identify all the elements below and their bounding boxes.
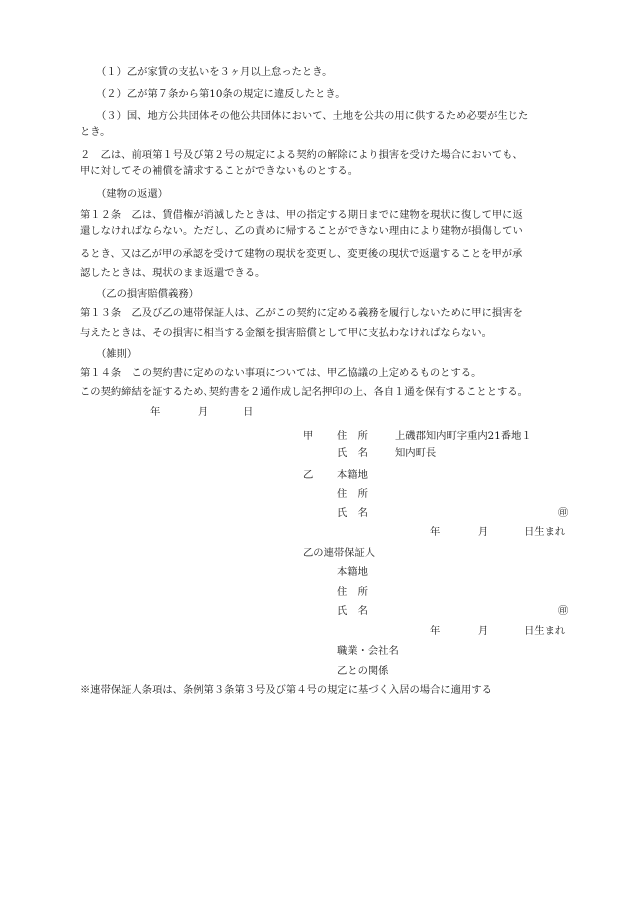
party-b-seal-mark: ㊞: [558, 507, 569, 519]
guarantor-address-label: 住 所: [337, 586, 368, 598]
clause-item-3-line2: とき。: [80, 126, 111, 138]
article-13-line1: 第１３条 乙及び乙の連帯保証人は、乙がこの契約に定める義務を履行しないために甲に損害を: [80, 307, 523, 319]
party-b-domicile-label: 本籍地: [337, 469, 368, 481]
party-a-name-label: 氏 名: [337, 447, 368, 459]
paragraph-2-line1: ２ 乙は、前項第１号及び第２号の規定による契約の解除により損害を受けた場合においても、: [80, 149, 523, 161]
clause-item-3-line1: （３）国、地方公共団体その他公共団体において、土地を公共の用に供するため必要が生じた: [96, 110, 529, 122]
article-13-line2: 与えたときは、その損害に相当する金額を損害賠償として甲に支払わなければならない。: [80, 327, 492, 339]
article-12-line4: 認したときは、現状のまま返還できる。: [80, 267, 266, 279]
party-a-address-label: 住 所: [337, 430, 368, 442]
party-b-label: 乙: [303, 469, 314, 481]
date-day: 日: [243, 406, 254, 418]
party-b-address-label: 住 所: [337, 488, 368, 500]
guarantor-birth-month: 月: [478, 625, 489, 637]
guarantor-seal-mark: ㊞: [558, 605, 569, 617]
guarantor-occupation-label: 職業・会社名: [337, 645, 399, 657]
footnote: ※連帯保証人条項は、条例第３条第３号及び第４号の規定に基づく入居の場合に適用する: [80, 684, 492, 696]
heading-miscellaneous: （雑則）: [96, 348, 138, 360]
party-b-birth-month: 月: [478, 526, 489, 538]
party-a-address-value: 上磯郡知内町字重内21番地１: [395, 430, 532, 442]
article-12-line3: るとき、又は乙が甲の承認を受けて建物の現状を変更し、変更後の現状で返還することを甲が承: [80, 248, 523, 260]
guarantor-domicile-label: 本籍地: [337, 566, 368, 578]
party-a-name-value: 知内町長: [395, 447, 437, 459]
article-14: 第１４条 この契約書に定めのない事項については、甲乙協議の上定めるものとする。: [80, 367, 482, 379]
guarantor-birth-day: 日生まれ: [524, 625, 566, 637]
heading-damages: （乙の損害賠償義務）: [96, 288, 199, 300]
clause-item-1: （１）乙が家賃の支払いを３ヶ月以上怠ったとき。: [96, 66, 333, 78]
closing-statement: この契約締結を証するため､契約書を２通作成し記名押印の上、各自１通を保有することとする。: [80, 386, 528, 398]
article-12-line1: 第１２条 乙は、賃借権が消滅したときは、甲の指定する期日までに建物を現状に復して甲に返: [80, 209, 523, 221]
party-b-birth-year: 年: [430, 526, 441, 538]
guarantor-name-label: 氏 名: [337, 605, 368, 617]
paragraph-2-line2: 甲に対してその補償を請求することができないものとする。: [80, 165, 359, 177]
guarantor-relation-label: 乙との関係: [337, 665, 389, 677]
guarantor-birth-year: 年: [430, 625, 441, 637]
date-year: 年: [150, 406, 161, 418]
party-a-label: 甲: [303, 430, 314, 442]
clause-item-2: （２）乙が第７条から第10条の規定に違反したとき。: [96, 88, 346, 100]
party-b-birth-day: 日生まれ: [524, 526, 566, 538]
heading-building-return: （建物の返還）: [96, 188, 169, 200]
date-month: 月: [198, 406, 209, 418]
party-b-name-label: 氏 名: [337, 507, 368, 519]
guarantor-label: 乙の連帯保証人: [303, 547, 376, 559]
article-12-line2: 還しなければならない。ただし、乙の責めに帰することができない理由により建物が損傷してい: [80, 225, 523, 237]
